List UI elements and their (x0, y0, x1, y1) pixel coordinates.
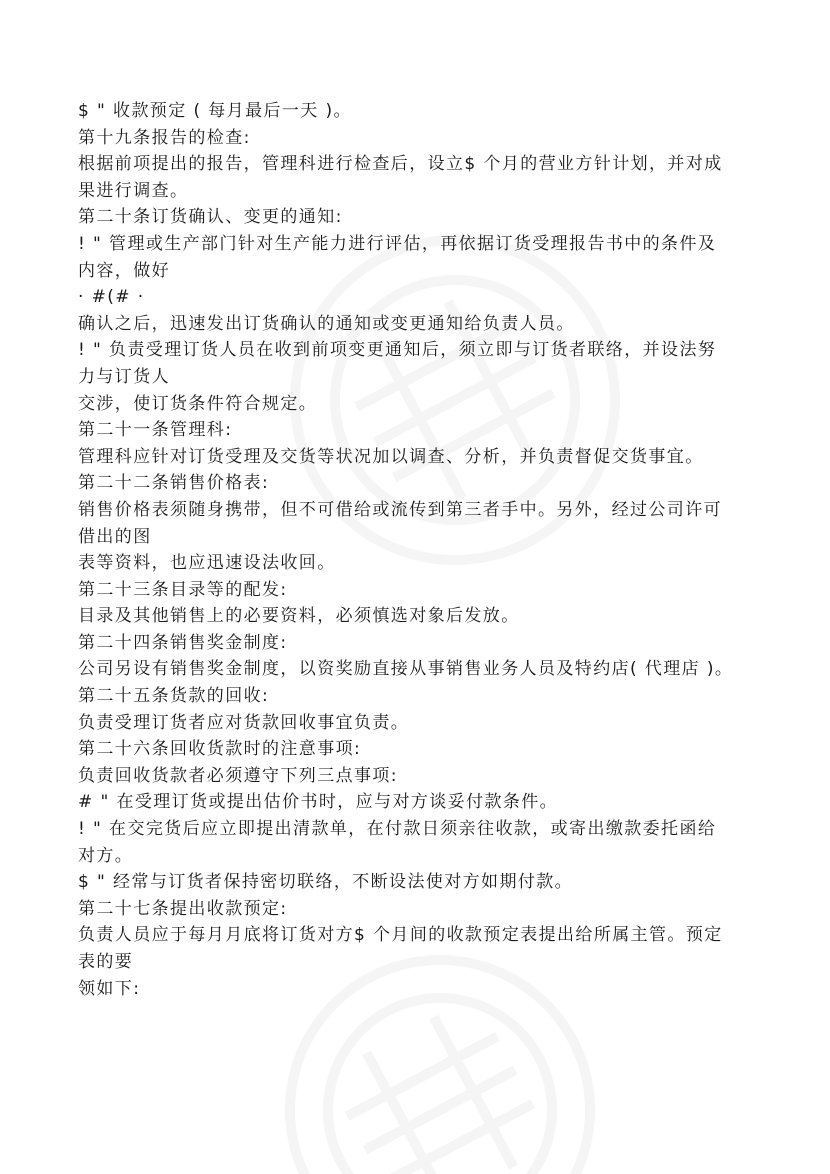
article-heading: 第十九条报告的检查: (78, 127, 251, 148)
text-line: 管理科应针对订货受理及交货等状况加以调查、分析，并负责督促交货事宜。 (78, 446, 704, 467)
article-heading: 第二十一条管理科: (78, 420, 233, 441)
document-body (78, 98, 768, 1002)
article-heading: 第二十三条目录等的配发: (78, 579, 288, 600)
text-line: 表等资料，也应迅速设法收回。 (78, 553, 336, 574)
text-line: 果进行调查。 (78, 180, 189, 201)
text-line: 力与订货人 (78, 366, 170, 387)
article-heading: 第二十七条提出收款预定: (78, 898, 288, 919)
text-line: $ " 经常与订货者保持密切联络，不断设法使对方如期付款。 (78, 872, 574, 893)
text-line: 根据前项提出的报告，管理科进行检查后，设立$ 个月的营业方针计划，并对成 (78, 154, 723, 175)
article-heading: 第二十五条货款的回收: (78, 686, 270, 707)
article-heading: 第二十六条回收货款时的注意事项: (78, 739, 362, 760)
text-line: 负责人员应于每月月底将订货对方$ 个月间的收款预定表提出给所属主管。预定 (78, 925, 723, 946)
text-line: 借出的图 (78, 526, 152, 547)
article-heading: 第二十二条销售价格表: (78, 473, 270, 494)
text-line: 负责回收货款者必须遵守下列三点事项: (78, 765, 398, 786)
text-line: 确认之后，迅速发出订货确认的通知或变更通知给负责人员。 (78, 313, 575, 334)
text-line: $ " 收款预定 ( 每月最后一天 )。 (78, 101, 352, 121)
text-line: # " 在受理订货或提出估价书时，应与对方谈妥付款条件。 (78, 792, 559, 813)
text-line: · #(# · (78, 287, 145, 308)
text-line: ! " 管理或生产部门针对生产能力进行评估，再依据订货受理报告书中的条件及 (78, 233, 717, 254)
text-line: 公司另设有销售奖金制度，以资奖励直接从事销售业务人员及特约店( 代理店 )。 (78, 659, 734, 680)
text-line: ! " 在交完货后应立即提出清款单，在付款日须亲往收款，或寄出缴款委托函给 (78, 819, 717, 840)
text-line: ! " 负责受理订货人员在收到前项变更通知后，须立即与订货者联络，并设法努 (78, 340, 717, 361)
article-heading: 第二十条订货确认、变更的通知: (78, 207, 343, 228)
text-line: 交涉，使订货条件符合规定。 (78, 393, 318, 414)
text-line: 领如下: (78, 978, 141, 999)
text-line: 负责受理订货者应对货款回收事宜负责。 (78, 712, 410, 733)
text-line: 表的要 (78, 952, 134, 972)
text-line: 目录及其他销售上的必要资料，必须慎选对象后发放。 (78, 606, 520, 627)
article-heading: 第二十四条销售奖金制度: (78, 632, 288, 653)
text-line: 对方。 (78, 845, 134, 866)
text-line: 内容，做好 (78, 260, 170, 281)
text-line: 销售价格表须随身携带，但不可借给或流传到第三者手中。另外，经过公司许可 (78, 499, 722, 520)
